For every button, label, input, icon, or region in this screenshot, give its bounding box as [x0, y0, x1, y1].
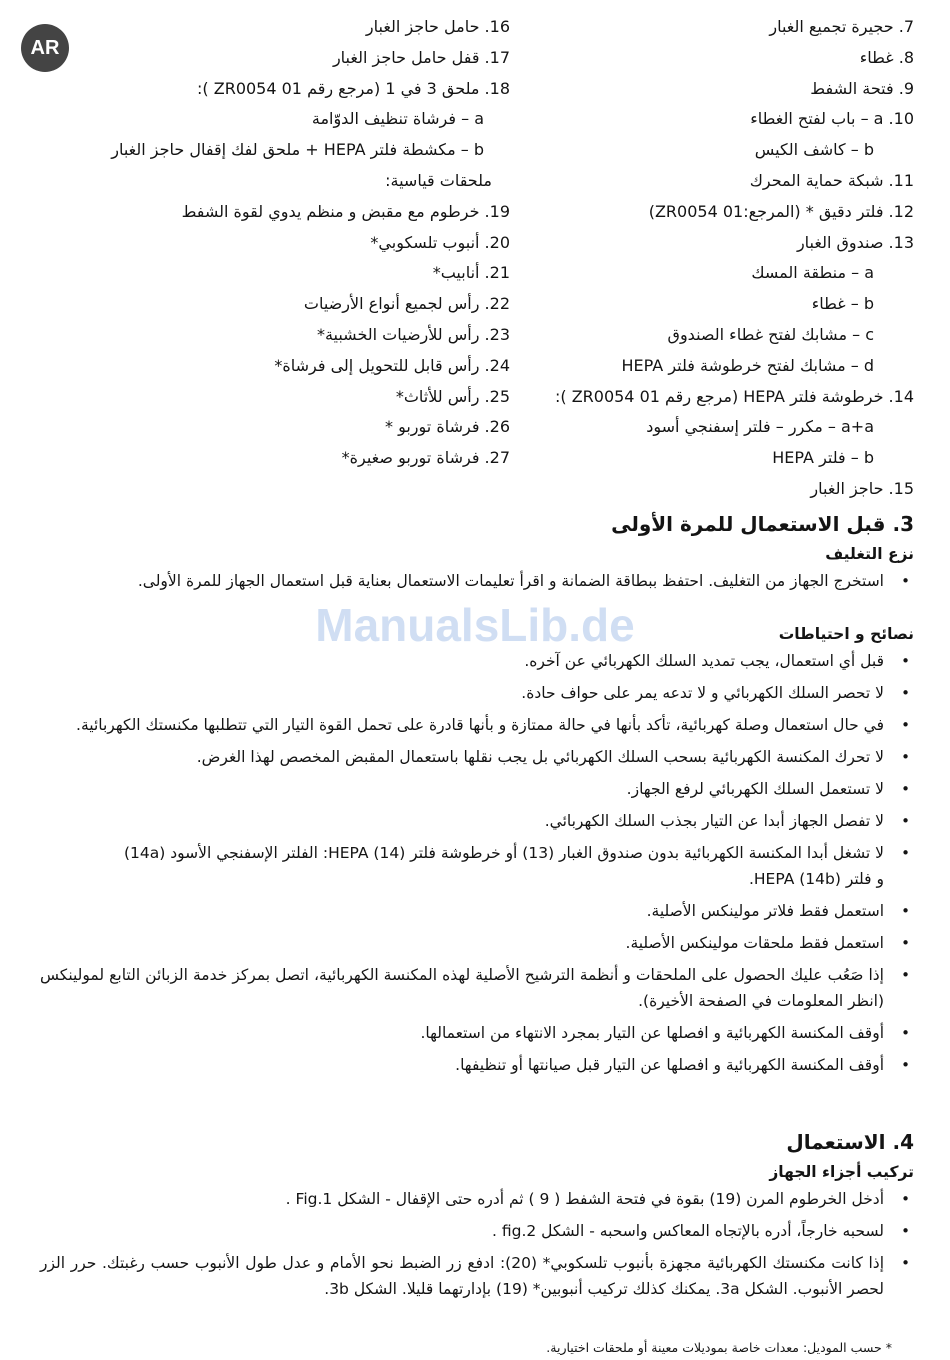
list-item	[40, 808, 914, 834]
parts-list-item: b – كاشف الكيس	[754, 140, 874, 160]
section-3	[40, 508, 914, 600]
list-item	[40, 962, 914, 1014]
watermark: ManualsLib.de	[315, 599, 635, 651]
list-item	[40, 898, 914, 924]
tips-list	[40, 648, 914, 1078]
list-item-text: في حال استعمال وصلة كهربائية، تأكد بأنها في حالة ممتازة و بأنها قادرة على تحمل القوة التيار التي تتطلبها مكنستك الكهربائية.	[76, 716, 884, 734]
list-item: • استخرج الجهاز من التغليف. احتفظ ببطاقة الضمانة و اقرأ تعليمات الاستعمال بعناية قبل استعمال الجهاز للمرة الأولى.	[40, 568, 914, 594]
list-item-text: لا تحصر السلك الكهربائي و لا تدعه يمر على حواف حادة.	[521, 684, 884, 702]
assembly-list	[40, 1186, 914, 1302]
parts-list-item: 13. صندوق الغبار	[796, 232, 914, 252]
parts-list-item: 11. شبكة حماية المحرك	[749, 170, 914, 190]
list-item-continuation: و فلتر HEPA (14b).	[748, 870, 884, 888]
parts-list-item: 18. ملحق 3 في 1 (مرجع رقم 01 ZR0054 ):	[197, 78, 510, 98]
list-item: • إذا كانت مكنستك الكهربائية مجهزة بأنبوب تلسكوبي* (20): ادفع زر الضبط نحو الأمام و عدل طول الأنبوب حسب رغبتك. حرر الزر لحصر الأنبوب. الشكل 3a. يمكنك كذلك تركيب أنبوبين* (19) بإدارتهما قليلا. الشكل 3b.	[40, 1250, 914, 1302]
list-item	[40, 744, 914, 770]
list-item-text: قبل أي استعمال، يجب تمديد السلك الكهربائي عن آخره.	[524, 652, 884, 670]
parts-list-item: 26. فرشاة توربو *	[384, 417, 510, 437]
unpack-heading: نزع التغليف	[825, 545, 914, 563]
parts-list-item: 25. رأس للأثاث*	[395, 386, 510, 406]
language-badge: AR	[21, 24, 69, 72]
footnote: * حسب الموديل: معدات خاصة بموديلات معينة أو ملحقات اختيارية.	[546, 1340, 892, 1355]
parts-list-item: 20. أنبوب تلسكوبي*	[370, 232, 510, 252]
parts-list-item: 15. حاجز الغبار	[810, 478, 914, 498]
parts-list-item: b – فلتر HEPA	[772, 448, 874, 468]
unpack-list	[40, 568, 914, 594]
list-item	[40, 930, 914, 956]
parts-list-item: b – مكشطة فلتر HEPA + ملحق لفك إقفال حاجز الغبار	[111, 140, 484, 160]
list-item	[40, 776, 914, 802]
parts-list-item: a – منطقة المسك	[751, 263, 874, 283]
parts-list-right	[504, 12, 914, 505]
section-4	[40, 1126, 914, 1308]
parts-list-item: c – مشابك لفتح غطاء الصندوق	[667, 324, 874, 344]
list-item	[40, 680, 914, 706]
parts-list-item: 12. فلتر دقيق * (المرجع:01 ZR0054)	[648, 201, 914, 221]
parts-list-item: 14. خرطوشة فلتر HEPA (مرجع رقم 01 ZR0054 ):	[554, 386, 914, 406]
list-item	[40, 840, 914, 892]
list-item-text: لا تشغل أبدا المكنسة الكهربائية بدون صندوق الغبار (13) أو خرطوشة فلتر HEPA (14): الفلتر الإسفنجي الأسود (14a)	[123, 844, 884, 862]
parts-list-item: 19. خرطوم مع مقبض و منظم يدوي لقوة الشفط	[181, 201, 510, 221]
list-item-text: إذا صَعُب عليك الحصول على الملحقات و أنظمة الترشيح الأصلية لهذه المكنسة الكهربائية، اتصل بمركز خدمة الزبائن التابع لمولينكس (انظر المعلومات في الصفحة الأخيرة).	[40, 966, 884, 1010]
list-item-text: استعمل فقط فلاتر مولينكس الأصلية.	[646, 902, 884, 920]
section-4-title: 4. الاستعمال	[786, 1130, 914, 1154]
list-item-text: لا تفصل الجهاز أبدا عن التيار بجذب السلك الكهربائي.	[544, 812, 884, 830]
parts-list-item: 22. رأس لجميع أنواع الأرضيات	[303, 294, 510, 314]
list-item: • لسحبه خارجاً، أدره بالإتجاه المعاكس واسحبه - الشكل fig.2 .	[40, 1218, 914, 1244]
list-item-text: أوقف المكنسة الكهربائية و افصلها عن التيار بمجرد الانتهاء من استعمالها.	[420, 1024, 884, 1042]
parts-list-item: a – فرشاة تنظيف الدوّامة	[311, 109, 484, 129]
section-3-title: 3. قبل الاستعمال للمرة الأولى	[611, 512, 914, 536]
parts-list-item: b – غطاء	[811, 294, 874, 314]
parts-list-item: 17. قفل حامل حاجز الغبار	[332, 47, 510, 67]
list-item	[40, 712, 914, 738]
list-item: • أدخل الخرطوم المرن (19) بقوة في فتحة الشفط ( 9 ) ثم أدره حتى الإقفال - الشكل Fig.1 .	[40, 1186, 914, 1212]
list-item	[40, 648, 914, 674]
tips-section	[40, 620, 914, 1084]
parts-list-item: 10. a – باب لفتح الغطاء	[750, 109, 914, 129]
list-item-text: لا تستعمل السلك الكهربائي لرفع الجهاز.	[626, 780, 884, 798]
assembly-heading: تركيب أجزاء الجهاز	[769, 1163, 914, 1181]
parts-list-item: 7. حجيرة تجميع الغبار	[769, 17, 914, 36]
parts-list-item: d – مشابك لفتح خرطوشة فلتر HEPA	[621, 355, 874, 375]
parts-list-item: 24. رأس قابل للتحويل إلى فرشاة*	[274, 355, 510, 375]
tips-heading: نصائح و احتياطات	[778, 625, 914, 643]
parts-list-item: a+a – مكرر – فلتر إسفنجي أسود	[646, 417, 874, 437]
parts-list-item: 8. غطاء	[859, 47, 914, 67]
parts-list-item: 16. حامل حاجز الغبار	[365, 17, 510, 36]
list-item	[40, 1020, 914, 1046]
list-item-text: لا تحرك المكنسة الكهربائية بسحب السلك الكهربائي بل يجب نقلها باستعمال المقبض المخصص لهذا الغرض.	[196, 748, 884, 766]
parts-list-item: 9. فتحة الشفط	[810, 78, 914, 98]
parts-list-item: 27. فرشاة توربو صغيرة*	[341, 448, 510, 468]
parts-list-left	[70, 12, 510, 474]
parts-list-item: 21. أنابيب*	[432, 263, 510, 283]
list-item-text: أوقف المكنسة الكهربائية و افصلها عن التيار قبل صيانتها أو تنظيفها.	[455, 1056, 884, 1074]
parts-list-item: 23. رأس للأرضيات الخشبية*	[316, 324, 510, 344]
list-item-text: استعمل فقط ملحقات مولينكس الأصلية.	[625, 934, 884, 952]
list-item	[40, 1052, 914, 1078]
parts-list-item: ملحقات قياسية:	[385, 170, 492, 190]
